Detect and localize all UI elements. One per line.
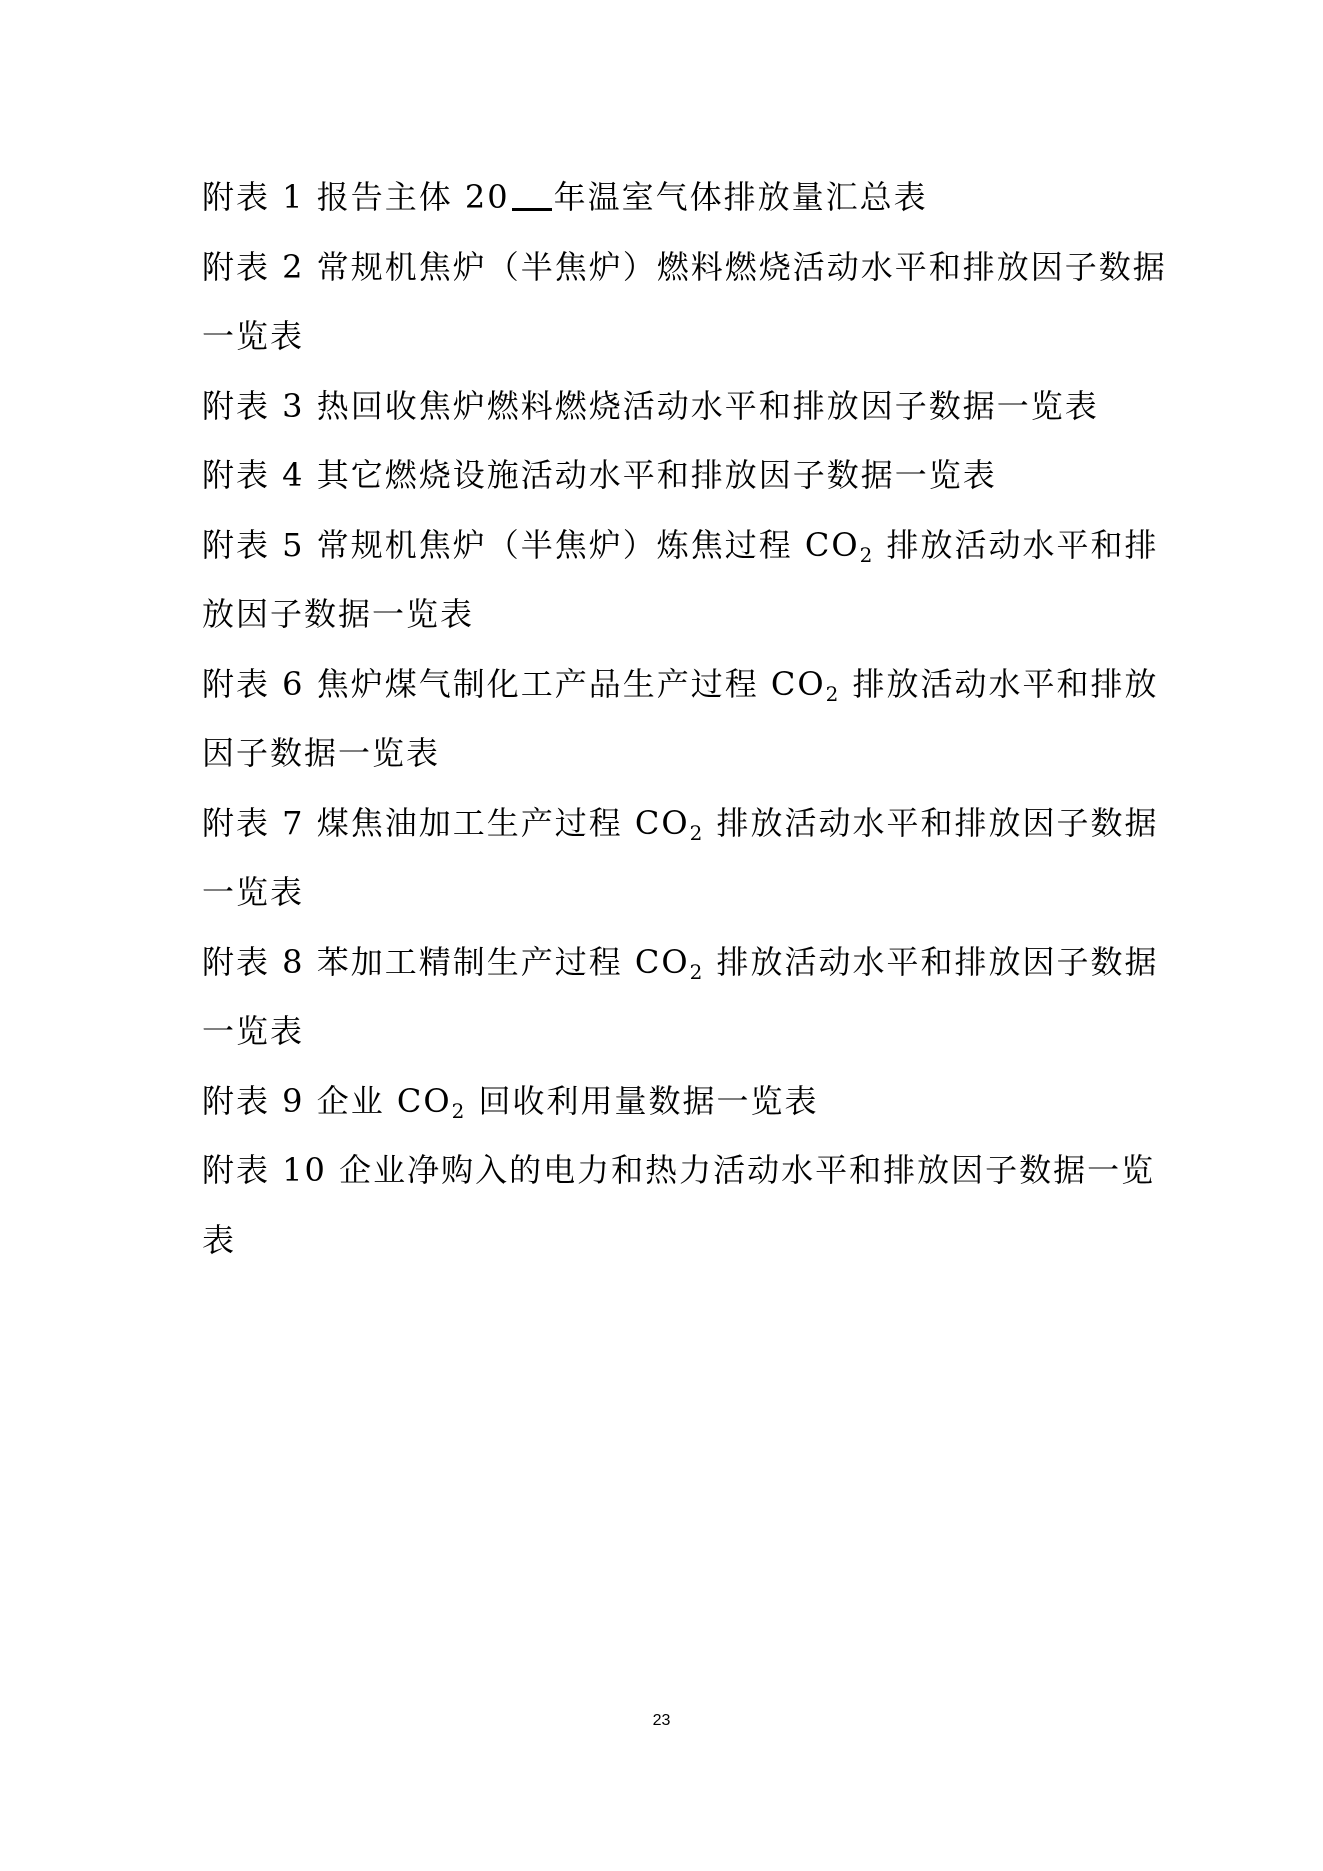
appendix-item-5-continued bbox=[202, 580, 1132, 650]
appendix-item-7-text-end: 排放活动水平和排放因子数据 bbox=[704, 803, 1159, 842]
appendix-item-8-line-2: 一览表 bbox=[202, 1012, 305, 1050]
appendix-item-7 bbox=[202, 789, 1159, 859]
appendix-item-7-line-2: 一览表 bbox=[202, 873, 305, 911]
co2-subscript: 2 bbox=[689, 959, 705, 984]
appendix-table-list bbox=[202, 163, 1167, 1275]
appendix-item-2-continued bbox=[202, 302, 1132, 372]
appendix-item-8-text-end: 排放活动水平和排放因子数据 bbox=[704, 942, 1159, 981]
year-blank-underline bbox=[512, 178, 552, 211]
appendix-item-9-text-start: 附表 9 企业 CO bbox=[202, 1081, 452, 1120]
appendix-item-8 bbox=[202, 928, 1159, 998]
appendix-item-10 bbox=[202, 1136, 1156, 1206]
appendix-item-2-line-2: 一览表 bbox=[202, 317, 305, 355]
appendix-item-5 bbox=[202, 511, 1159, 581]
appendix-item-10-continued bbox=[202, 1206, 1132, 1276]
appendix-item-10-line-2: 表 bbox=[202, 1220, 237, 1259]
appendix-item-6-text-start: 附表 6 焦炉煤气制化工产品生产过程 CO bbox=[202, 664, 826, 703]
appendix-item-6-text-end: 排放活动水平和排放 bbox=[840, 664, 1159, 703]
appendix-item-4-line-1: 附表 4 其它燃烧设施活动水平和排放因子数据一览表 bbox=[202, 456, 997, 494]
appendix-item-1 bbox=[202, 163, 1132, 233]
appendix-item-3-line-1: 附表 3 热回收焦炉燃料燃烧活动水平和排放因子数据一览表 bbox=[202, 386, 1099, 425]
appendix-item-8-text-start: 附表 8 苯加工精制生产过程 CO bbox=[202, 942, 690, 981]
page-number: 23 bbox=[652, 1712, 671, 1729]
appendix-item-1-text-end: 年温室气体排放量汇总表 bbox=[553, 178, 928, 216]
appendix-item-1-text-start: 附表 1 报告主体 20 bbox=[202, 178, 510, 216]
appendix-item-4 bbox=[202, 441, 1132, 511]
appendix-item-6 bbox=[202, 650, 1159, 720]
appendix-item-8-continued bbox=[202, 997, 1132, 1067]
appendix-item-9-text-end: 回收利用量数据一览表 bbox=[466, 1081, 819, 1120]
co2-subscript: 2 bbox=[689, 820, 705, 845]
appendix-item-6-continued bbox=[202, 719, 1132, 789]
appendix-item-5-text-end: 排放活动水平和排 bbox=[874, 525, 1159, 564]
appendix-item-3 bbox=[202, 372, 1132, 442]
appendix-item-5-line-2: 放因子数据一览表 bbox=[202, 595, 475, 633]
co2-subscript: 2 bbox=[451, 1098, 467, 1123]
co2-subscript: 2 bbox=[859, 542, 875, 567]
appendix-item-7-text-start: 附表 7 煤焦油加工生产过程 CO bbox=[202, 803, 690, 842]
co2-subscript: 2 bbox=[825, 681, 841, 706]
appendix-item-5-text-start: 附表 5 常规机焦炉（半焦炉）炼焦过程 CO bbox=[202, 525, 860, 564]
appendix-item-10-line-1: 附表 10 企业净购入的电力和热力活动水平和排放因子数据一览 bbox=[202, 1151, 1156, 1189]
appendix-item-7-continued bbox=[202, 858, 1132, 928]
appendix-item-9 bbox=[202, 1067, 1132, 1137]
appendix-item-2-line-1: 附表 2 常规机焦炉（半焦炉）燃料燃烧活动水平和排放因子数据 bbox=[202, 247, 1167, 286]
appendix-item-6-line-2: 因子数据一览表 bbox=[202, 734, 441, 772]
appendix-item-2 bbox=[202, 233, 1167, 303]
